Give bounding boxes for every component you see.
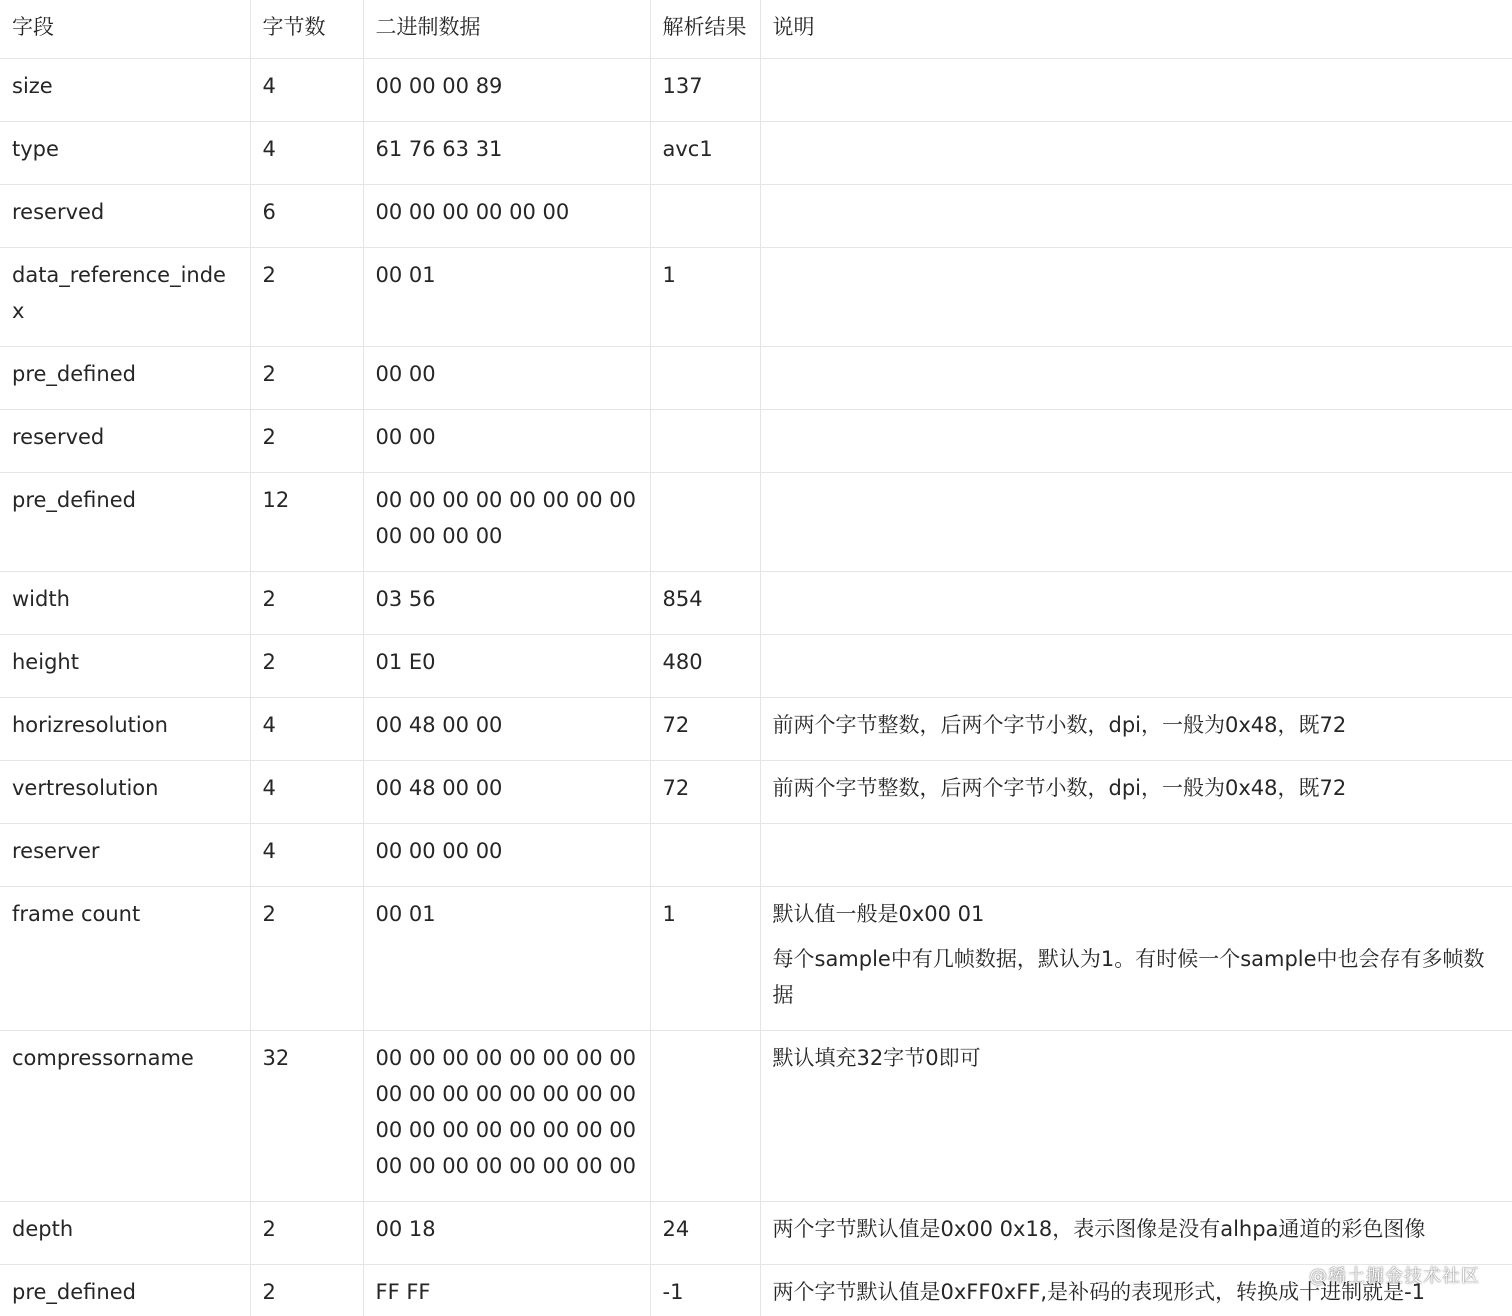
- notes-cell: [760, 347, 1512, 410]
- byte-count-cell: 4: [250, 761, 363, 824]
- byte-count-cell: 2: [250, 635, 363, 698]
- binary-data-cell-line: 00 00 00 00 00 00 00 00: [375, 1154, 637, 1178]
- parsed-result-cell: [650, 347, 760, 410]
- table-row: [0, 410, 1512, 473]
- parsed-result-cell: [650, 824, 760, 887]
- notes-cell: [760, 1031, 1512, 1202]
- byte-count-cell: 2: [250, 572, 363, 635]
- notes-cell: [760, 59, 1512, 122]
- parsed-result-cell: 480: [650, 635, 760, 698]
- binary-data-cell-line: 00 01: [375, 902, 436, 926]
- parsed-result-cell: [650, 473, 760, 572]
- notes-cell: [760, 635, 1512, 698]
- notes-cell: [760, 248, 1512, 347]
- byte-count-cell: 2: [250, 887, 363, 1031]
- binary-data-cell-line: 00 00: [375, 362, 436, 386]
- binary-data-cell-line: 00 00: [375, 425, 436, 449]
- field-name-cell: compressorname: [0, 1031, 250, 1202]
- field-name-cell: size: [0, 59, 250, 122]
- notes-cell-line: 前两个字节整数，后两个字节小数，dpi，一般为0x48，既72: [772, 776, 1347, 800]
- binary-data-cell-line: 00 00 00 89: [375, 74, 503, 98]
- parsed-result-cell: 1: [650, 887, 760, 1031]
- byte-count-cell: 4: [250, 824, 363, 887]
- notes-cell-line: 默认填充32字节0即可: [772, 1046, 981, 1070]
- binary-data-cell: [363, 122, 650, 185]
- byte-count-cell: 2: [250, 347, 363, 410]
- byte-count-cell: 2: [250, 1202, 363, 1265]
- binary-data-cell-line: 00 00 00 00 00 00 00 00: [375, 1046, 637, 1070]
- binary-data-cell-line: 00 01: [375, 263, 436, 287]
- parsed-result-cell: avc1: [650, 122, 760, 185]
- field-name-cell: horizresolution: [0, 698, 250, 761]
- header-binary: 二进制数据: [363, 0, 650, 59]
- byte-count-cell: 6: [250, 185, 363, 248]
- table-body: [0, 59, 1512, 1316]
- binary-data-cell: [363, 1265, 650, 1316]
- field-name-cell: frame count: [0, 887, 250, 1031]
- table-row: [0, 1265, 1512, 1316]
- byte-count-cell: 4: [250, 59, 363, 122]
- notes-cell: [760, 410, 1512, 473]
- binary-data-cell-line: 00 18: [375, 1217, 436, 1241]
- field-name-cell: width: [0, 572, 250, 635]
- binary-data-cell-line: FF FF: [375, 1280, 431, 1304]
- notes-cell: [760, 761, 1512, 824]
- notes-cell-line: 两个字节默认值是0xFF0xFF,是补码的表现形式，转换成十进制就是-1: [772, 1280, 1426, 1304]
- parsed-result-cell: -1: [650, 1265, 760, 1316]
- binary-data-cell-line: 00 48 00 00: [375, 713, 503, 737]
- notes-cell: [760, 185, 1512, 248]
- field-name-cell: reserved: [0, 410, 250, 473]
- notes-cell-line: 每个sample中有几帧数据，默认为1。有时候一个sample中也会存有多帧数据: [772, 947, 1485, 1007]
- binary-data-cell-line: 03 56: [375, 587, 436, 611]
- table-row: [0, 761, 1512, 824]
- source-credit: @稀土掘金技术社区: [1309, 1266, 1480, 1287]
- byte-count-cell: 4: [250, 122, 363, 185]
- binary-data-cell: [363, 761, 650, 824]
- binary-data-cell-line: 00 00 00 00: [375, 524, 503, 548]
- table-row: [0, 887, 1512, 1031]
- notes-cell: [760, 698, 1512, 761]
- binary-data-cell-line: 00 00 00 00 00 00 00 00: [375, 1082, 637, 1106]
- header-row: [0, 0, 1512, 59]
- notes-cell-line: 两个字节默认值是0x00 0x18，表示图像是没有alhpa通道的彩色图像: [772, 1217, 1426, 1241]
- binary-data-cell-line: 00 48 00 00: [375, 776, 503, 800]
- field-name-cell: vertresolution: [0, 761, 250, 824]
- binary-data-cell-line: 00 00 00 00 00 00 00 00: [375, 488, 637, 512]
- binary-data-cell-line: 01 E0: [375, 650, 436, 674]
- binary-data-cell: [363, 824, 650, 887]
- parsed-result-cell: 137: [650, 59, 760, 122]
- field-name-cell: pre_defined: [0, 347, 250, 410]
- notes-cell: [760, 122, 1512, 185]
- parsed-result-cell: 24: [650, 1202, 760, 1265]
- field-name-cell: height: [0, 635, 250, 698]
- table-row: [0, 473, 1512, 572]
- table-row: [0, 572, 1512, 635]
- parsed-result-cell: 72: [650, 698, 760, 761]
- binary-data-cell: [363, 1202, 650, 1265]
- parsed-result-cell: 854: [650, 572, 760, 635]
- notes-cell: [760, 887, 1512, 1031]
- binary-data-cell: [363, 635, 650, 698]
- field-name-cell: data_reference_index: [0, 248, 250, 347]
- table-row: [0, 824, 1512, 887]
- binary-data-cell: [363, 1031, 650, 1202]
- table-header: [0, 0, 1512, 59]
- binary-data-cell: [363, 410, 650, 473]
- byte-count-cell: 32: [250, 1031, 363, 1202]
- byte-count-cell: 12: [250, 473, 363, 572]
- notes-cell: [760, 572, 1512, 635]
- table-row: [0, 347, 1512, 410]
- parsed-result-cell: [650, 185, 760, 248]
- table-row: [0, 635, 1512, 698]
- header-field: 字段: [0, 0, 250, 59]
- parsed-result-cell: 72: [650, 761, 760, 824]
- table-row: [0, 1031, 1512, 1202]
- binary-data-cell: [363, 473, 650, 572]
- field-name-cell: type: [0, 122, 250, 185]
- field-name-cell: reserved: [0, 185, 250, 248]
- binary-data-cell: [363, 887, 650, 1031]
- field-name-cell: reserver: [0, 824, 250, 887]
- byte-count-cell: 2: [250, 248, 363, 347]
- field-name-cell: pre_defined: [0, 1265, 250, 1316]
- table-row: [0, 698, 1512, 761]
- notes-cell: [760, 473, 1512, 572]
- header-result: 解析结果: [650, 0, 760, 59]
- field-name-cell: pre_defined: [0, 473, 250, 572]
- binary-data-cell: [363, 698, 650, 761]
- parsed-result-cell: 1: [650, 248, 760, 347]
- binary-data-cell: [363, 59, 650, 122]
- binary-data-cell-line: 00 00 00 00: [375, 839, 503, 863]
- binary-data-cell: [363, 572, 650, 635]
- field-name-cell: depth: [0, 1202, 250, 1265]
- table-row: [0, 1202, 1512, 1265]
- table-row: [0, 248, 1512, 347]
- notes-cell: [760, 824, 1512, 887]
- binary-data-cell: [363, 248, 650, 347]
- binary-data-cell: [363, 185, 650, 248]
- table-row: [0, 185, 1512, 248]
- binary-data-cell: [363, 347, 650, 410]
- notes-cell-line: 前两个字节整数，后两个字节小数，dpi，一般为0x48，既72: [772, 713, 1347, 737]
- byte-count-cell: 2: [250, 1265, 363, 1316]
- byte-count-cell: 4: [250, 698, 363, 761]
- byte-count-cell: 2: [250, 410, 363, 473]
- binary-data-cell-line: 00 00 00 00 00 00 00 00: [375, 1118, 637, 1142]
- binary-data-cell-line: 00 00 00 00 00 00: [375, 200, 570, 224]
- header-notes: 说明: [760, 0, 1512, 59]
- header-bytes: 字节数: [250, 0, 363, 59]
- notes-cell-line: 默认值一般是0x00 01: [772, 902, 985, 926]
- binary-data-cell-line: 61 76 63 31: [375, 137, 503, 161]
- parsed-result-cell: [650, 410, 760, 473]
- notes-cell: [760, 1202, 1512, 1265]
- table-row: [0, 122, 1512, 185]
- table-row: [0, 59, 1512, 122]
- parsed-result-cell: [650, 1031, 760, 1202]
